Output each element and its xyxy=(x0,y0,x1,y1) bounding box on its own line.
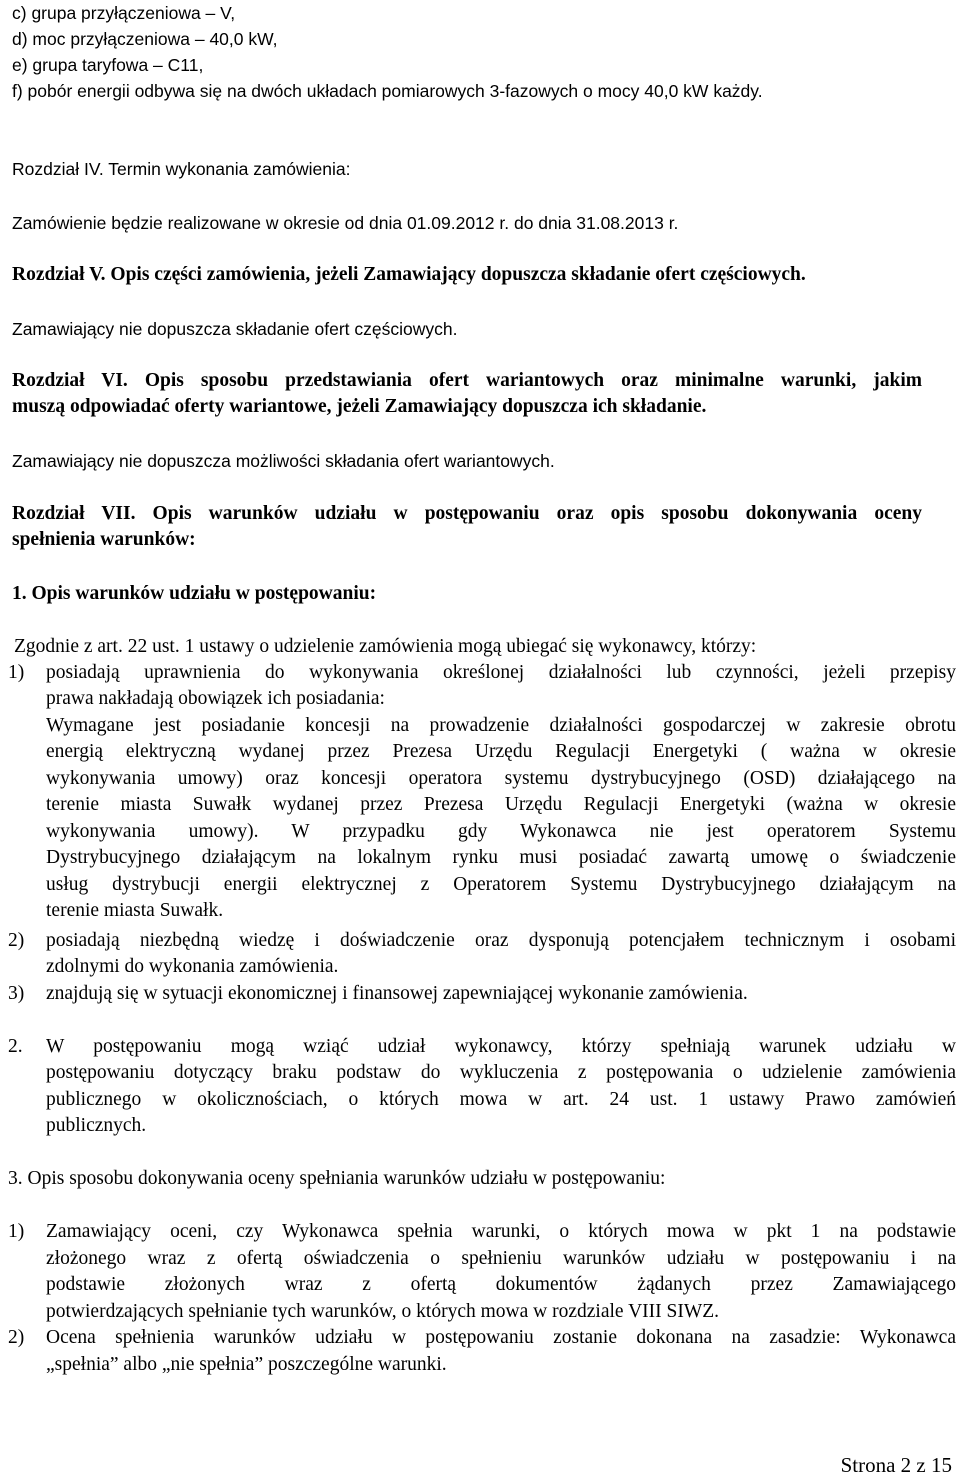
section-vi-text: Zamawiający nie dopuszcza możliwości składania ofert wariantowych. xyxy=(12,451,555,471)
point-2-number: 2. xyxy=(8,1036,23,1057)
intro-text: Zgodnie z art. 22 ust. 1 ustawy o udzielenie zamówienia mogą ubiegać się wykonawcy, którzy: xyxy=(14,636,757,657)
point-3-item-2-line: „spełnia” albo „nie spełnia” poszczególne warunki. xyxy=(46,1354,447,1375)
item-3-number: 3) xyxy=(8,983,25,1004)
list-item-f: f) pobór energii odbywa się na dwóch układach pomiarowych 3-fazowych o mocy 40,0 kW każdy. xyxy=(12,81,763,101)
item-2-line: zdolnymi do wykonania zamówienia. xyxy=(46,956,339,977)
item-1-line: usług dystrybucji energii elektrycznej z Operatorem Systemu Dystrybucyjnego działającym na xyxy=(46,874,956,895)
list-item-c: c) grupa przyłączeniowa – V, xyxy=(12,3,236,23)
subsection-1-heading: 1. Opis warunków udziału w postępowaniu: xyxy=(12,583,377,604)
item-1-line: wykonywania umowy). W przypadku gdy Wykonawca nie jest operatorem Systemu xyxy=(46,821,956,842)
item-2-line: posiadają niezbędną wiedzę i doświadczenie oraz dysponują potencjałem technicznym i osobami xyxy=(46,930,956,951)
item-3-line: znajdują się w sytuacji ekonomicznej i finansowej zapewniającej wykonanie zamówienia. xyxy=(46,983,748,1004)
section-vii-heading-line2: spełnienia warunków: xyxy=(12,529,196,550)
point-3-item-1-line: Zamawiający oceni, czy Wykonawca spełnia warunki, o których mowa w pkt 1 na podstawie xyxy=(46,1221,956,1242)
point-3-item-1-line: potwierdzających spełnianie tych warunków, o których mowa w rozdziale VIII SIWZ. xyxy=(46,1301,720,1322)
point-3-item-1-line: podstawie złożonych wraz z ofertą dokumentów żądanych przez Zamawiającego xyxy=(46,1274,956,1295)
point-3-heading: 3. Opis sposobu dokonywania oceny spełniania warunków udziału w postępowaniu: xyxy=(8,1168,666,1189)
item-2-number: 2) xyxy=(8,930,25,951)
section-v-heading: Rozdział V. Opis części zamówienia, jeżeli Zamawiający dopuszcza składanie ofert częściowych. xyxy=(12,264,806,285)
item-1-line: terenie miasta Suwałk wydanej przez Prezesa Urzędu Regulacji Energetyki (ważna w okresie xyxy=(46,794,956,815)
section-iv-text: Zamówienie będzie realizowane w okresie od dnia 01.09.2012 r. do dnia 31.08.2013 r. xyxy=(12,213,679,233)
item-1-line: terenie miasta Suwałk. xyxy=(46,900,224,921)
point-2-line: W postępowaniu mogą wziąć udział wykonawcy, którzy spełniają warunek udziału w xyxy=(46,1036,956,1057)
point-2-line: postępowaniu dotyczący braku podstaw do wykluczenia z postępowania o udzielenie zamówienia xyxy=(46,1062,956,1083)
point-2-line: publicznego w okolicznościach, o których mowa w art. 24 ust. 1 ustawy Prawo zamówień xyxy=(46,1089,956,1110)
item-1-line: energią elektryczną wydanej przez Prezesa Urzędu Regulacji Energetyki ( ważna w okresie xyxy=(46,741,956,762)
section-v-text: Zamawiający nie dopuszcza składanie ofert częściowych. xyxy=(12,319,458,339)
item-1-line: posiadają uprawnienia do wykonywania określonej działalności lub czynności, jeżeli przepisy xyxy=(46,662,956,683)
point-2-line: publicznych. xyxy=(46,1115,147,1136)
section-vii-heading-line1: Rozdział VII. Opis warunków udziału w postępowaniu oraz opis sposobu dokonywania oceny xyxy=(12,503,922,524)
point-3-item-1-number: 1) xyxy=(8,1221,25,1242)
list-item-e: e) grupa taryfowa – C11, xyxy=(12,55,204,75)
section-iv-heading: Rozdział IV. Termin wykonania zamówienia: xyxy=(12,159,351,179)
item-1-line: Wymagane jest posiadanie koncesji na prowadzenie działalności gospodarczej w zakresie obrotu xyxy=(46,715,956,736)
list-item-d: d) moc przyłączeniowa – 40,0 kW, xyxy=(12,29,278,49)
section-vi-heading-line1: Rozdział VI. Opis sposobu przedstawiania ofert wariantowych oraz minimalne warunki, jakim xyxy=(12,370,922,391)
point-3-item-2-number: 2) xyxy=(8,1327,25,1348)
item-1-line: Dystrybucyjnego działającym na lokalnym rynku musi posiadać zawartą umowę o świadczenie xyxy=(46,847,956,868)
item-1-line: wykonywania umowy) oraz koncesji operatora systemu dystrybucyjnego (OSD) działającego na xyxy=(46,768,956,789)
point-3-item-2-line: Ocena spełnienia warunków udziału w postępowaniu zostanie dokonana na zasadzie: Wykonawca xyxy=(46,1327,956,1348)
item-1-line: prawa nakładają obowiązek ich posiadania: xyxy=(46,688,385,709)
point-3-item-1-line: złożonego wraz z ofertą oświadczenia o spełnieniu warunków udziału w postępowaniu i na xyxy=(46,1248,956,1269)
section-vi-heading-line2: muszą odpowiadać oferty wariantowe, jeżeli Zamawiający dopuszcza ich składanie. xyxy=(12,396,707,417)
item-1-number: 1) xyxy=(8,662,25,683)
page-number: Strona 2 z 15 xyxy=(840,1453,952,1477)
